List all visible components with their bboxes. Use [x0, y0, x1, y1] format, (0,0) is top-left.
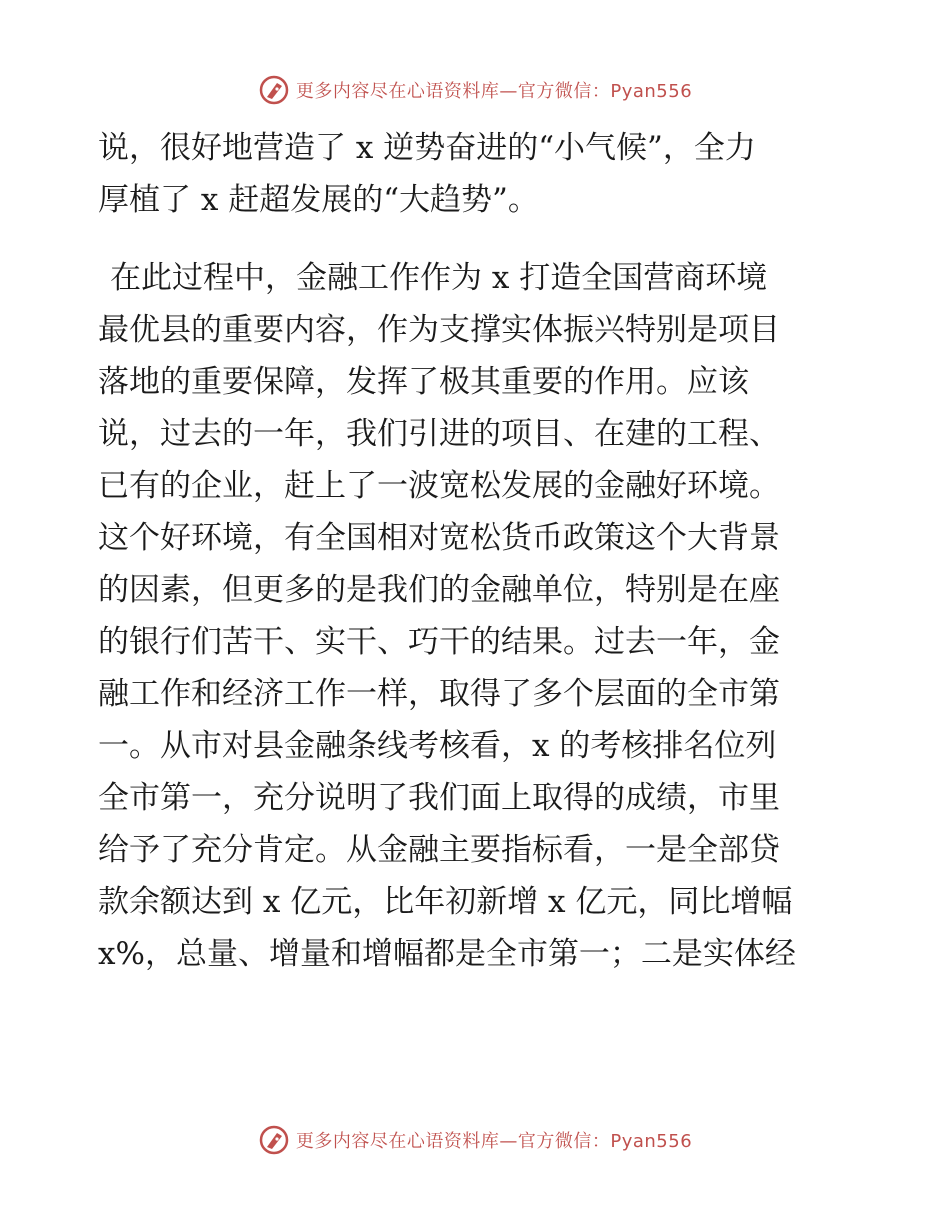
header-banner	[0, 70, 950, 110]
text-line: 款余额达到 x 亿元，比年初新增 x 亿元，同比增幅	[98, 884, 793, 920]
text-line: 说，很好地营造了 x 逆势奋进的“小气候”，全力	[98, 130, 756, 166]
pen-nib-circle-icon	[258, 74, 290, 106]
paragraph-1	[98, 122, 858, 226]
footer-banner	[0, 1120, 950, 1160]
text-line: 已有的企业，赶上了一波宽松发展的金融好环境。	[98, 468, 780, 504]
text-line: 在此过程中，金融工作作为 x 打造全国营商环境	[110, 260, 768, 296]
text-line: 融工作和经济工作一样，取得了多个层面的全市第	[98, 676, 780, 712]
text-line: 最优县的重要内容，作为支撑实体振兴特别是项目	[98, 312, 780, 348]
paragraph-2	[98, 252, 858, 980]
banner-text: 更多内容尽在心语资料库—官方微信：Pyan556	[295, 81, 693, 102]
text-line: 落地的重要保障，发挥了极其重要的作用。应该	[98, 364, 749, 400]
text-line: 说，过去的一年，我们引进的项目、在建的工程、	[98, 416, 780, 452]
text-line: 全市第一，充分说明了我们面上取得的成绩，市里	[98, 780, 780, 816]
text-line: 厚植了 x 赶超发展的“大趋势”。	[98, 182, 539, 218]
text-line: 一。从市对县金融条线考核看，x 的考核排名位列	[98, 728, 777, 764]
text-line: 的因素，但更多的是我们的金融单位，特别是在座	[98, 572, 780, 608]
text-line: 给予了充分肯定。从金融主要指标看，一是全部贷	[98, 832, 780, 868]
text-line: 的银行们苦干、实干、巧干的结果。过去一年，金	[98, 624, 780, 660]
text-line: x%，总量、增量和增幅都是全市第一；二是实体经	[98, 936, 796, 972]
text-line: 这个好环境，有全国相对宽松货币政策这个大背景	[98, 520, 780, 556]
banner-text: 更多内容尽在心语资料库—官方微信：Pyan556	[295, 1131, 693, 1152]
pen-nib-circle-icon	[258, 1124, 290, 1156]
